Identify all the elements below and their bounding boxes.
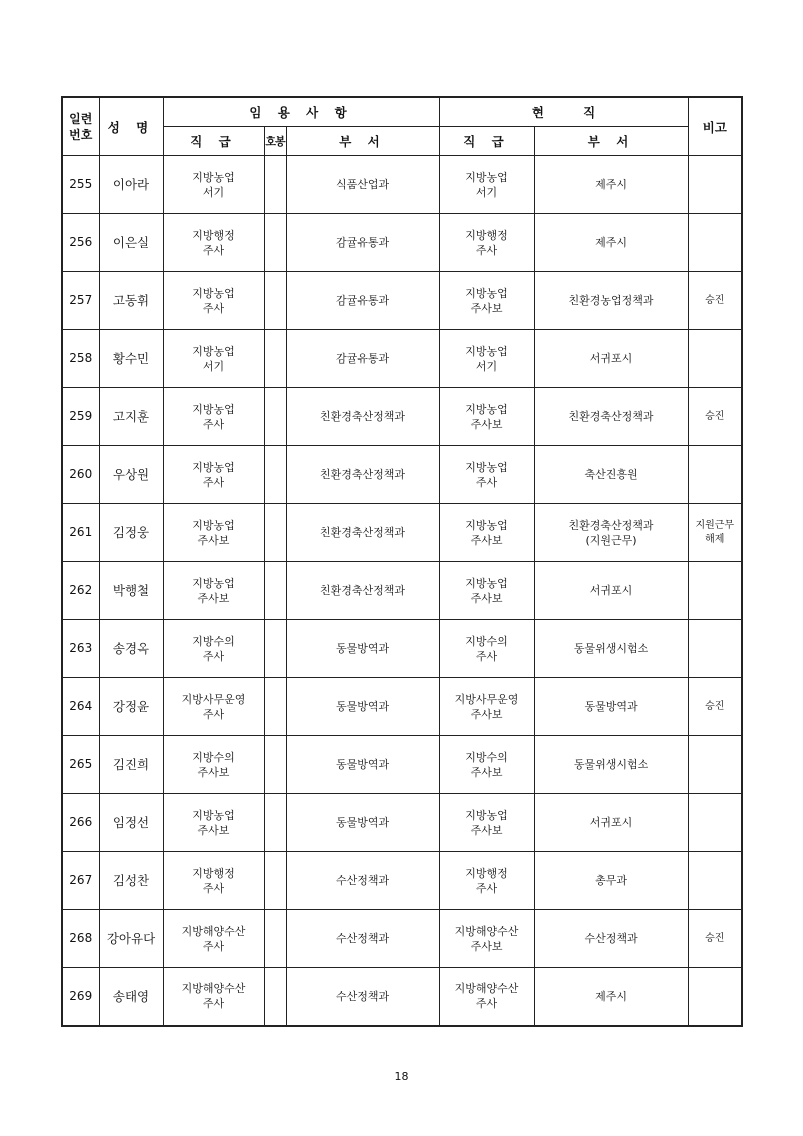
current-grade-cell: 지방농업 주사보 xyxy=(439,388,534,446)
remarks-cell xyxy=(688,214,742,272)
person-name-cell: 우상원 xyxy=(99,446,163,504)
appointed-dept-cell: 친환경축산정책과 xyxy=(286,562,439,620)
remarks-cell: 승진 xyxy=(688,388,742,446)
appointed-step-cell xyxy=(264,330,286,388)
table-row xyxy=(62,156,742,214)
table-row xyxy=(62,562,742,620)
appointed-step-cell xyxy=(264,504,286,562)
table-row xyxy=(62,272,742,330)
appointed-grade-cell: 지방해양수산 주사 xyxy=(163,968,264,1026)
person-name-cell: 김성찬 xyxy=(99,852,163,910)
current-dept-cell: 친환경축산정책과 (지원근무) xyxy=(534,504,688,562)
serial-number-cell: 268 xyxy=(62,910,99,968)
appointed-step-cell xyxy=(264,910,286,968)
remarks-cell xyxy=(688,736,742,794)
current-dept-cell: 친환경축산정책과 xyxy=(534,388,688,446)
header-current: 현 직 xyxy=(439,97,688,127)
appointed-dept-cell: 감귤유통과 xyxy=(286,214,439,272)
table-row xyxy=(62,678,742,736)
table-row xyxy=(62,620,742,678)
serial-number-cell: 259 xyxy=(62,388,99,446)
remarks-cell xyxy=(688,852,742,910)
appointed-grade-cell: 지방수의 주사보 xyxy=(163,736,264,794)
appointed-step-cell xyxy=(264,272,286,330)
header-grade: 직 급 xyxy=(163,127,264,156)
person-name-cell: 송태영 xyxy=(99,968,163,1026)
appointed-grade-cell: 지방수의 주사 xyxy=(163,620,264,678)
table-row xyxy=(62,446,742,504)
appointed-dept-cell: 수산정책과 xyxy=(286,852,439,910)
remarks-cell xyxy=(688,446,742,504)
current-dept-cell: 동물위생시험소 xyxy=(534,736,688,794)
person-name-cell: 강정윤 xyxy=(99,678,163,736)
header-appointment: 임 용 사 항 xyxy=(163,97,439,127)
serial-number-cell: 269 xyxy=(62,968,99,1026)
appointed-dept-cell: 친환경축산정책과 xyxy=(286,388,439,446)
current-dept-cell: 동물방역과 xyxy=(534,678,688,736)
remarks-cell xyxy=(688,156,742,214)
remarks-cell: 승진 xyxy=(688,910,742,968)
appointed-step-cell xyxy=(264,562,286,620)
appointed-grade-cell: 지방행정 주사 xyxy=(163,214,264,272)
appointed-step-cell xyxy=(264,446,286,504)
appointed-grade-cell: 지방농업 주사보 xyxy=(163,562,264,620)
current-dept-cell: 총무과 xyxy=(534,852,688,910)
serial-number-cell: 265 xyxy=(62,736,99,794)
appointed-dept-cell: 친환경축산정책과 xyxy=(286,446,439,504)
appointed-dept-cell: 동물방역과 xyxy=(286,620,439,678)
person-name-cell: 임정선 xyxy=(99,794,163,852)
current-dept-cell: 제주시 xyxy=(534,968,688,1026)
appointed-grade-cell: 지방사무운영 주사 xyxy=(163,678,264,736)
appointed-step-cell xyxy=(264,214,286,272)
header-current-dept: 부 서 xyxy=(534,127,688,156)
remarks-cell xyxy=(688,794,742,852)
current-grade-cell: 지방행정 주사 xyxy=(439,214,534,272)
table-row xyxy=(62,330,742,388)
person-name-cell: 강아유다 xyxy=(99,910,163,968)
appointed-dept-cell: 감귤유통과 xyxy=(286,330,439,388)
personnel-table xyxy=(61,96,743,1027)
remarks-cell: 승진 xyxy=(688,678,742,736)
table-row xyxy=(62,214,742,272)
current-grade-cell: 지방사무운영 주사보 xyxy=(439,678,534,736)
person-name-cell: 김정웅 xyxy=(99,504,163,562)
appointed-grade-cell: 지방농업 주사 xyxy=(163,272,264,330)
current-dept-cell: 제주시 xyxy=(534,156,688,214)
current-grade-cell: 지방농업 주사보 xyxy=(439,562,534,620)
table-row xyxy=(62,504,742,562)
appointed-step-cell xyxy=(264,620,286,678)
remarks-cell xyxy=(688,330,742,388)
appointed-dept-cell: 동물방역과 xyxy=(286,736,439,794)
table-row xyxy=(62,794,742,852)
appointed-step-cell xyxy=(264,736,286,794)
current-grade-cell: 지방수의 주사보 xyxy=(439,736,534,794)
appointed-grade-cell: 지방농업 주사 xyxy=(163,388,264,446)
person-name-cell: 황수민 xyxy=(99,330,163,388)
appointed-dept-cell: 동물방역과 xyxy=(286,678,439,736)
appointed-dept-cell: 친환경축산정책과 xyxy=(286,504,439,562)
current-grade-cell: 지방농업 주사보 xyxy=(439,504,534,562)
appointed-grade-cell: 지방농업 주사보 xyxy=(163,794,264,852)
person-name-cell: 고지훈 xyxy=(99,388,163,446)
header-serial: 일련 번호 xyxy=(62,97,99,156)
header-current-grade: 직 급 xyxy=(439,127,534,156)
current-grade-cell: 지방농업 주사보 xyxy=(439,272,534,330)
current-grade-cell: 지방해양수산 주사 xyxy=(439,968,534,1026)
serial-number-cell: 263 xyxy=(62,620,99,678)
person-name-cell: 이은실 xyxy=(99,214,163,272)
appointed-grade-cell: 지방행정 주사 xyxy=(163,852,264,910)
remarks-cell xyxy=(688,620,742,678)
appointed-step-cell xyxy=(264,794,286,852)
header-dept: 부 서 xyxy=(286,127,439,156)
current-grade-cell: 지방행정 주사 xyxy=(439,852,534,910)
serial-number-cell: 264 xyxy=(62,678,99,736)
current-grade-cell: 지방수의 주사 xyxy=(439,620,534,678)
table-row xyxy=(62,388,742,446)
current-dept-cell: 축산진흥원 xyxy=(534,446,688,504)
appointed-dept-cell: 동물방역과 xyxy=(286,794,439,852)
table-body xyxy=(62,156,742,1026)
current-grade-cell: 지방농업 주사보 xyxy=(439,794,534,852)
table-row xyxy=(62,736,742,794)
appointed-dept-cell: 감귤유통과 xyxy=(286,272,439,330)
current-grade-cell: 지방해양수산 주사보 xyxy=(439,910,534,968)
serial-number-cell: 255 xyxy=(62,156,99,214)
current-dept-cell: 동물위생시험소 xyxy=(534,620,688,678)
person-name-cell: 송경옥 xyxy=(99,620,163,678)
appointed-step-cell xyxy=(264,388,286,446)
page-number: 18 xyxy=(394,1070,409,1083)
person-name-cell: 이아라 xyxy=(99,156,163,214)
serial-number-cell: 267 xyxy=(62,852,99,910)
header-row-top xyxy=(62,97,742,127)
current-dept-cell: 수산정책과 xyxy=(534,910,688,968)
remarks-cell: 승진 xyxy=(688,272,742,330)
current-grade-cell: 지방농업 주사 xyxy=(439,446,534,504)
current-dept-cell: 서귀포시 xyxy=(534,562,688,620)
appointed-dept-cell: 수산정책과 xyxy=(286,910,439,968)
serial-number-cell: 262 xyxy=(62,562,99,620)
header-step: 호봉 xyxy=(264,127,286,156)
current-grade-cell: 지방농업 서기 xyxy=(439,330,534,388)
appointed-grade-cell: 지방농업 주사보 xyxy=(163,504,264,562)
person-name-cell: 김진희 xyxy=(99,736,163,794)
appointed-grade-cell: 지방농업 서기 xyxy=(163,156,264,214)
serial-number-cell: 256 xyxy=(62,214,99,272)
appointed-step-cell xyxy=(264,852,286,910)
header-remarks: 비고 xyxy=(688,97,742,156)
appointed-dept-cell: 식품산업과 xyxy=(286,156,439,214)
remarks-cell xyxy=(688,968,742,1026)
serial-number-cell: 258 xyxy=(62,330,99,388)
remarks-cell xyxy=(688,562,742,620)
table-row xyxy=(62,968,742,1026)
current-grade-cell: 지방농업 서기 xyxy=(439,156,534,214)
person-name-cell: 박행철 xyxy=(99,562,163,620)
remarks-cell: 지원근무 해제 xyxy=(688,504,742,562)
header-row-bottom xyxy=(62,127,742,156)
header-name: 성 명 xyxy=(99,97,163,156)
appointed-grade-cell: 지방농업 주사 xyxy=(163,446,264,504)
appointed-step-cell xyxy=(264,678,286,736)
serial-number-cell: 266 xyxy=(62,794,99,852)
table-row xyxy=(62,852,742,910)
current-dept-cell: 친환경농업정책과 xyxy=(534,272,688,330)
appointed-dept-cell: 수산정책과 xyxy=(286,968,439,1026)
appointed-step-cell xyxy=(264,968,286,1026)
serial-number-cell: 261 xyxy=(62,504,99,562)
person-name-cell: 고동휘 xyxy=(99,272,163,330)
current-dept-cell: 서귀포시 xyxy=(534,330,688,388)
appointed-grade-cell: 지방해양수산 주사 xyxy=(163,910,264,968)
table-row xyxy=(62,910,742,968)
appointed-grade-cell: 지방농업 서기 xyxy=(163,330,264,388)
serial-number-cell: 260 xyxy=(62,446,99,504)
serial-number-cell: 257 xyxy=(62,272,99,330)
current-dept-cell: 제주시 xyxy=(534,214,688,272)
appointed-step-cell xyxy=(264,156,286,214)
current-dept-cell: 서귀포시 xyxy=(534,794,688,852)
